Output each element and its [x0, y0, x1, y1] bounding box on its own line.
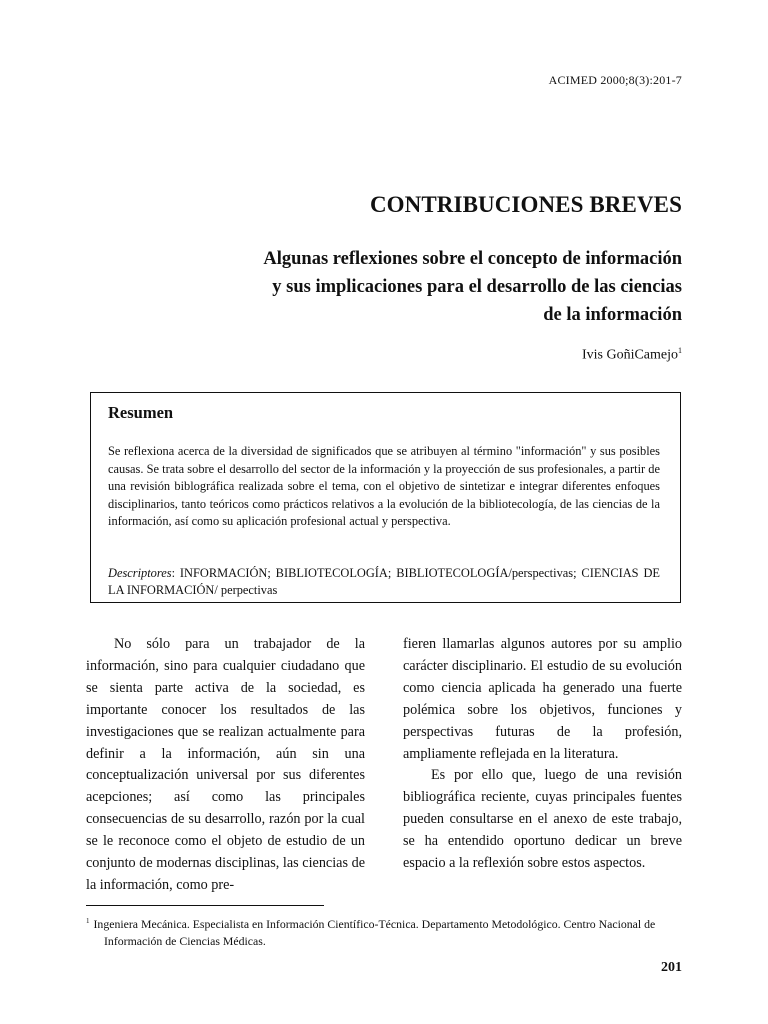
article-title-line-2: y sus implicaciones para el desarrollo de las ciencias	[272, 277, 682, 297]
footnote	[86, 913, 676, 950]
section-title: CONTRIBUCIONES BREVES	[369, 192, 682, 217]
body-paragraph: Es por ello que, luego de una revisión bibliográfica reciente, cuyas principales fuentes pueden consultarse en el anexo de este trabajo, se ha entendido oportuno dedicar un breve espacio a la reflexión sobre estos aspectos.	[403, 767, 682, 872]
article-title	[122, 245, 682, 329]
body-column-right	[403, 634, 682, 875]
descriptors-text: : INFORMACIÓN; BIBLIOTECOLOGÍA; BIBLIOTECOLOGÍA/perspectivas; CIENCIAS DE LA INFORMACIÓN/ perpectivas	[108, 566, 660, 597]
journal-citation: ACIMED 2000;8(3):201-7	[548, 73, 682, 87]
abstract-box	[90, 392, 681, 603]
page-number: 201	[661, 960, 682, 975]
abstract-heading: Resumen	[108, 403, 174, 422]
author-name: Ivis GoñiCamejo	[581, 347, 678, 363]
footnote-divider	[86, 905, 324, 906]
body-column-left	[86, 634, 365, 897]
author-footnote-mark: 1	[678, 346, 682, 355]
body-paragraph: No sólo para un trabajador de la información, sino para cualquier ciudadano que se sienta parte activa de la sociedad, es importante conocer los resultados de las investigaciones que se realizan actualmente para definir a la información, aún sin una conceptualización universal por sus diferentes acepciones; así como las principales consecuencias de su desarrollo, razón por la cual se le reconoce como el objeto de estudio de un conjunto de modernas disciplinas, las ciencias de la información, como pre-	[86, 636, 365, 893]
footnote-mark: 1	[86, 917, 90, 925]
footnote-text: Ingeniera Mecánica. Especialista en Información Científico-Técnica. Departamento Metodológico. Centro Nacional de Información de Ciencias Médicas.	[93, 916, 656, 948]
article-title-line-3: de la información	[543, 305, 682, 325]
author-line	[582, 346, 682, 364]
abstract-text: Se reflexiona acerca de la diversidad de significados que se atribuyen al término "información" y sus posibles causas. Se trata sobre el desarrollo del sector de la información y la proyección de sus profesionales, a partir de una revisión biblográfica realizada sobre el tema, con el objetivo de sintetizar e integrar diferentes enfoques disciplinarios, tanto teóricos como prácticos relativos a la evolución de la bibliotecología, de las ciencias de la información, así como su aplicación profesional actual y perspectiva.	[108, 444, 660, 529]
article-title-line-1: Algunas reflexiones sobre el concepto de información	[263, 249, 682, 269]
descriptors-label: Descriptores	[108, 566, 172, 580]
descriptors	[108, 565, 660, 598]
body-paragraph: fieren llamarlas algunos autores por su amplio carácter disciplinario. El estudio de su evolución como ciencia aplicada ha generado una fuerte polémica sobre los objetivos, funciones y perspectivas futuras de la profesión, ampliamente reflejada en la literatura.	[403, 636, 682, 762]
